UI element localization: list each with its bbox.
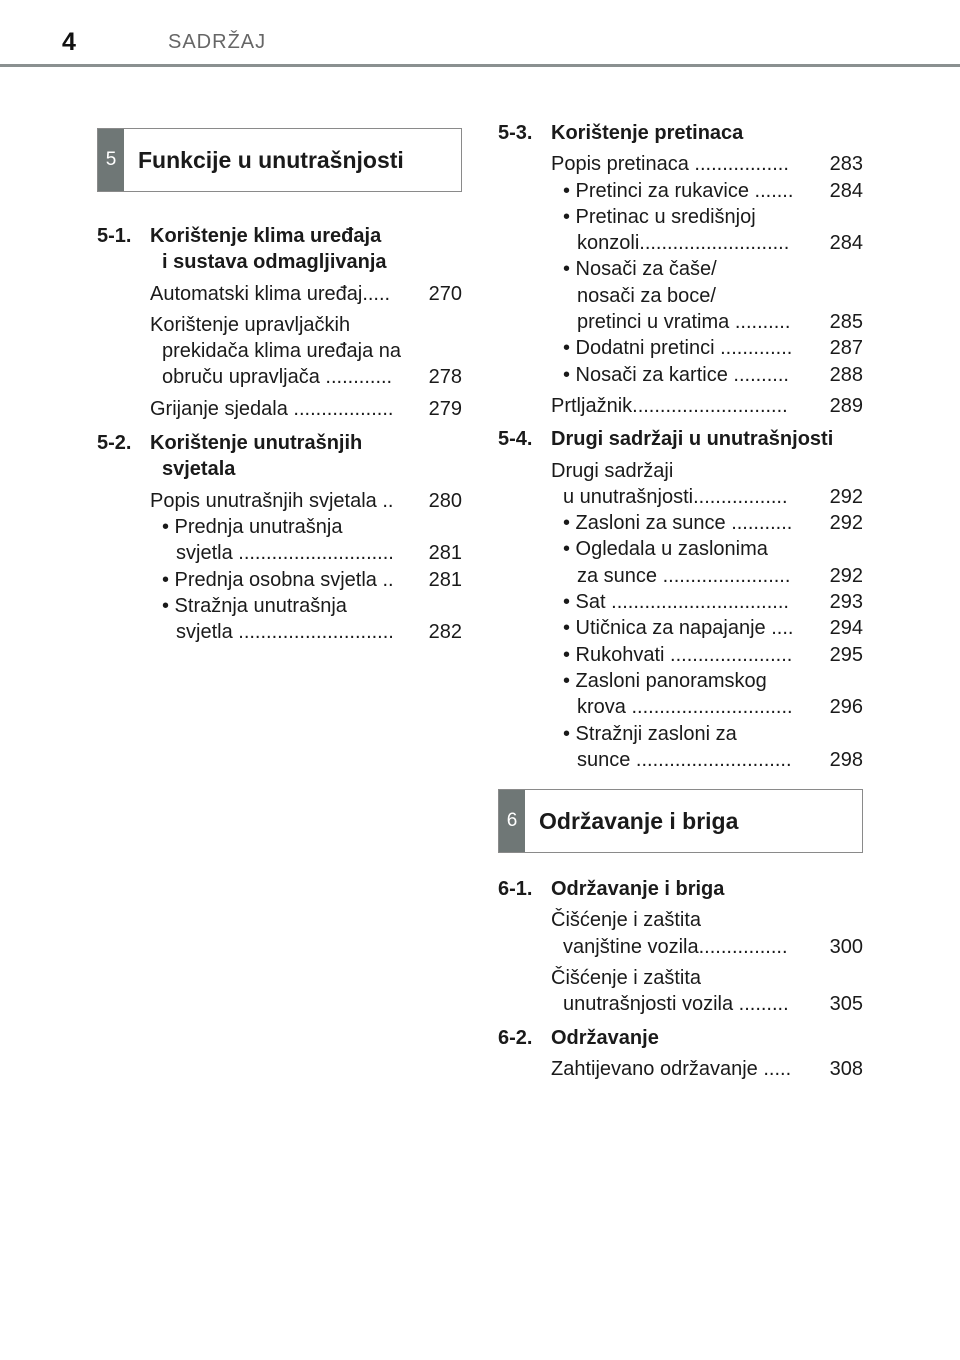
toc-leader: ............................	[632, 394, 788, 417]
toc-label-cont: unutrašnjosti vozila	[563, 993, 734, 1016]
toc-leader: ...........................	[639, 232, 790, 255]
subsection-code: 5-3.	[498, 122, 533, 144]
toc-label: • Rukohvati	[563, 643, 665, 666]
toc-entry[interactable]	[498, 642, 863, 668]
right-column	[498, 120, 863, 1082]
subsection-5-2[interactable]	[97, 430, 462, 483]
toc-label-cont: vanjštine vozila	[563, 935, 699, 958]
toc-label-cont: obruču upravljača	[162, 366, 320, 389]
toc-entry[interactable]	[97, 593, 462, 646]
subsection-6-1[interactable]	[498, 876, 863, 902]
subsection-code: 6-2.	[498, 1026, 533, 1049]
toc-label-cont: krova	[577, 696, 626, 719]
subsection-title: Korištenje pretinaca	[551, 122, 744, 144]
toc-leader: .................	[688, 153, 789, 176]
page-number: 4	[62, 27, 76, 56]
toc-label: Popis unutrašnjih svjetala	[150, 489, 377, 512]
subsection-6-2[interactable]	[498, 1025, 863, 1051]
section-number: 6	[499, 790, 525, 852]
toc-label-cont: svjetla	[176, 621, 233, 644]
left-column	[97, 128, 462, 645]
toc-leader: ..........	[729, 311, 791, 334]
toc-label-cont: konzoli	[577, 232, 640, 255]
toc-leader: ..	[376, 568, 394, 591]
subsection-5-3[interactable]	[498, 120, 863, 146]
toc-label-cont: pretinci u vratima	[577, 311, 730, 334]
toc-leader: .............	[714, 337, 793, 360]
toc-label: • Utičnica za napajanje	[563, 617, 766, 640]
toc-label: • Zasloni za sunce	[563, 512, 726, 535]
toc-leader: ....	[765, 617, 794, 640]
toc-entry[interactable]	[498, 204, 863, 257]
toc-page: 295	[829, 643, 863, 666]
toc-label: • Zasloni panoramskog	[563, 669, 767, 692]
toc-label: Zahtijevano održavanje	[551, 1057, 758, 1080]
toc-entry[interactable]	[498, 362, 863, 388]
toc-label: • Stražnji zasloni za	[563, 722, 737, 745]
toc-label: Automatski klima uređaj	[150, 282, 363, 305]
toc-entry[interactable]	[97, 488, 462, 514]
toc-label-cont: sunce	[577, 748, 631, 771]
toc-label: Prtljažnik	[551, 394, 633, 417]
subsection-title-cont: svjetala	[162, 458, 236, 481]
subsection-title: Održavanje	[551, 1026, 659, 1049]
toc-page: 292	[829, 512, 863, 535]
subsection-code: 6-1.	[498, 878, 533, 901]
page-header	[62, 24, 266, 60]
subsection-title: Korištenje klima uređaja	[150, 225, 382, 247]
toc-page: 289	[829, 394, 863, 417]
subsection-title-cont: i sustava odmagljivanja	[162, 251, 387, 274]
toc-page: 288	[829, 363, 863, 386]
section-6-header	[498, 789, 863, 853]
subsection-5-4[interactable]	[498, 426, 863, 452]
toc-label: • Pretinci za rukavice	[563, 179, 749, 202]
toc-entry[interactable]	[498, 393, 863, 419]
toc-leader: ..................	[287, 397, 394, 420]
section-title: Funkcije u unutrašnjosti	[138, 146, 404, 173]
toc-leader: ................	[698, 935, 788, 958]
toc-label-cont: za sunce	[577, 564, 658, 587]
toc-leader: ............	[319, 366, 393, 389]
toc-page: 283	[829, 153, 863, 176]
toc-leader: .....	[757, 1057, 792, 1080]
subsection-code: 5-2.	[97, 432, 132, 455]
toc-label: • Sat	[563, 591, 606, 614]
toc-entry[interactable]	[498, 510, 863, 536]
toc-leader: ...........	[725, 512, 793, 535]
toc-leader: .......................	[657, 564, 791, 587]
toc-entry[interactable]	[498, 178, 863, 204]
toc-leader: .................	[693, 485, 788, 508]
toc-entry[interactable]	[498, 589, 863, 615]
toc-label: Drugi sadržaji	[551, 459, 674, 482]
toc-entry[interactable]	[498, 256, 863, 335]
toc-label: Grijanje sjedala	[150, 397, 288, 420]
toc-page: 284	[829, 232, 863, 255]
toc-page: 296	[829, 696, 863, 719]
toc-label: • Prednja unutrašnja	[162, 515, 343, 538]
header-divider	[0, 64, 960, 67]
subsection-title: Korištenje unutrašnjih	[150, 432, 363, 455]
toc-leader: ............................	[232, 621, 394, 644]
toc-page: 305	[829, 993, 863, 1016]
toc-page: 282	[428, 621, 462, 644]
toc-entry[interactable]	[498, 335, 863, 361]
toc-label: Korištenje upravljačkih	[150, 313, 351, 336]
toc-page: 287	[829, 337, 863, 360]
toc-label: • Pretinac u središnjoj	[563, 205, 756, 228]
toc-label: • Stražnja unutrašnja	[162, 594, 347, 617]
toc-leader: .............................	[625, 696, 793, 719]
toc-page: 292	[829, 485, 863, 508]
toc-entry[interactable]	[498, 151, 863, 177]
toc-label: • Nosači za kartice	[563, 363, 728, 386]
section-title: Održavanje i briga	[539, 807, 739, 834]
section-number: 5	[98, 129, 124, 191]
toc-entry[interactable]	[498, 965, 863, 1018]
toc-entry[interactable]	[97, 514, 462, 567]
toc-entry[interactable]	[498, 721, 863, 774]
toc-leader: .........	[733, 993, 789, 1016]
toc-leader: ............................	[232, 542, 394, 565]
toc-entry[interactable]	[498, 1056, 863, 1082]
subsection-code: 5-1.	[97, 225, 132, 247]
toc-leader: ......................	[664, 643, 793, 666]
toc-leader: .......	[748, 179, 794, 202]
toc-page: 280	[428, 489, 462, 512]
toc-page: 294	[829, 617, 863, 640]
toc-page: 270	[428, 282, 462, 305]
toc-entry[interactable]	[498, 615, 863, 641]
toc-label: • Nosači za čaše/	[563, 258, 717, 281]
toc-entry[interactable]	[498, 458, 863, 511]
toc-label: Čišćenje i zaštita	[551, 909, 702, 932]
toc-entry[interactable]	[97, 396, 462, 422]
subsection-title: Drugi sadržaji u unutrašnjosti	[551, 428, 834, 451]
toc-page: 281	[428, 568, 462, 591]
toc-page: 292	[829, 564, 863, 587]
toc-leader: ............................	[630, 748, 792, 771]
toc-entry[interactable]	[498, 668, 863, 721]
toc-page: 308	[829, 1057, 863, 1080]
header-title: SADRŽAJ	[168, 30, 267, 53]
toc-page: 284	[829, 179, 863, 202]
subsection-code: 5-4.	[498, 428, 533, 451]
subsection-5-1[interactable]	[97, 223, 462, 276]
toc-entry[interactable]	[498, 536, 863, 589]
toc-label: Čišćenje i zaštita	[551, 967, 702, 990]
section-5-header	[97, 128, 462, 192]
toc-label-cont: svjetla	[176, 542, 233, 565]
toc-leader: ..	[376, 489, 394, 512]
toc-label: • Ogledala u zaslonima	[563, 538, 768, 561]
toc-entry[interactable]	[97, 312, 462, 391]
toc-leader: .....	[362, 282, 391, 305]
toc-entry[interactable]	[97, 281, 462, 307]
toc-page: 293	[829, 591, 863, 614]
toc-entry[interactable]	[97, 567, 462, 593]
toc-page: 298	[829, 748, 863, 771]
toc-leader: ................................	[605, 591, 789, 614]
toc-page: 278	[428, 366, 462, 389]
toc-label-cont: prekidača klima uređaja na	[162, 340, 402, 363]
toc-page: 300	[829, 935, 863, 958]
subsection-title: Održavanje i briga	[551, 878, 725, 901]
toc-label: • Dodatni pretinci	[563, 337, 715, 360]
toc-label: • Prednja osobna svjetla	[162, 568, 377, 591]
toc-page: 285	[829, 311, 863, 334]
toc-leader: ..........	[727, 363, 789, 386]
toc-label-cont: nosači za boce/	[577, 284, 716, 307]
toc-page: 281	[428, 542, 462, 565]
toc-entry[interactable]	[498, 907, 863, 960]
toc-label-cont: u unutrašnjosti	[563, 485, 694, 508]
toc-page: 279	[428, 397, 462, 420]
toc-label: Popis pretinaca	[551, 153, 689, 176]
